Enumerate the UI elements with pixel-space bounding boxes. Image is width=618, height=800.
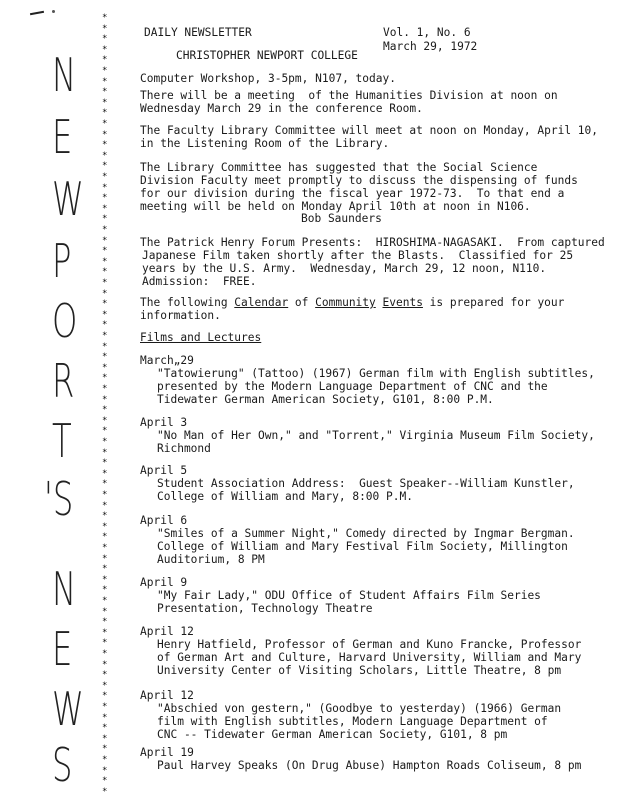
vertical-title-letter: W [52,682,84,736]
star-mark: * [102,723,108,734]
event-detail-line: "Abschied von gestern," (Goodbye to yesterday) (1966) German [157,702,562,715]
star-mark: * [102,362,108,373]
calendar-underlined-word: Events [382,296,423,309]
issue-date: March 29, 1972 [383,40,478,53]
event-date: April 6 [140,514,188,527]
star-mark: * [102,659,108,670]
vertical-title-letter: R [52,354,75,408]
announcement-line: The Faculty Library Committee will meet at noon on Monday, April 10, [140,124,599,137]
star-mark: * [102,352,108,363]
announcement-line: years by the U.S. Army. Wednesday, March 29, 12 noon, N110. [142,262,547,275]
star-mark: * [102,426,108,437]
star-mark: * [102,490,108,500]
star-mark: * [102,521,108,532]
announcement-line: There will be a meeting of the Humanities Division at noon on [140,89,558,102]
calendar-intro-text: The following [140,296,235,309]
star-mark: * [102,500,108,511]
star-mark: * [102,543,108,553]
star-mark: * [102,405,108,416]
star-mark: * [102,638,108,649]
star-mark: * [102,87,108,98]
vertical-title-letter: W [52,172,84,226]
announcement-line: meeting will be held on Monday April 10th at noon in N106. [140,200,531,213]
star-mark: * [102,394,108,405]
star-mark: * [102,309,108,320]
announcement-computer-workshop: Computer Workshop, 3-5pm, N107, today. [140,72,396,85]
star-mark: * [102,627,108,638]
star-mark: * [102,574,108,585]
event-date: April 12 [140,625,194,638]
star-mark: * [102,172,108,182]
event-detail-line: College of William and Mary, 8:00 P.M. [157,490,413,503]
event-detail-line: College of William and Mary Festival Film Society, Millington [157,540,568,553]
announcement-line: The Patrick Henry Forum Presents: HIROSHIMA-NAGASAKI. From captured [140,236,605,249]
announcement-line: for our division during the fiscal year 1972-73. To that end a [140,187,565,200]
stray-dot [52,10,55,13]
star-mark: * [102,150,108,161]
announcement-line: The Library Committee has suggested that the Social Science [140,161,538,174]
star-mark: * [102,320,108,331]
announcement-signature: Bob Saunders [301,212,382,225]
vertical-title-letter: T [52,414,72,468]
event-detail-line: presented by the Modern Language Department of CNC and the [157,380,548,393]
vertical-title-letter: E [52,622,73,676]
star-mark: * [102,468,108,479]
star-mark: * [102,278,108,288]
event-detail-line: of German Art and Culture, Harvard University, William and Mary [157,651,582,664]
event-detail-line: Paul Harvey Speaks (On Drug Abuse) Hampton Roads Coliseum, 8 pm [157,759,582,772]
star-mark: * [102,479,108,490]
star-mark: * [102,256,108,267]
event-detail-line: "Tatowierung" (Tattoo) (1967) German film with English subtitles, [157,367,595,380]
event-detail-line: Richmond [157,442,211,455]
newsletter-title: DAILY NEWSLETTER [144,26,252,39]
event-detail-line: Tidewater German American Society, G101, 8:00 P.M. [157,393,494,406]
calendar-underlined-word: Calendar [234,296,289,309]
event-detail-line: Student Association Address: Guest Speaker--William Kunstler, [157,477,575,490]
star-mark: * [102,225,108,235]
event-detail-line: Auditorium, 8 PM [157,553,265,566]
event-detail-line: "No Man of Her Own," and "Torrent," Virginia Museum Film Society, [157,429,595,442]
star-mark: * [102,585,108,596]
star-mark: * [102,596,108,606]
star-mark: * [102,119,108,129]
star-mark: * [102,712,108,723]
event-detail-line: "Smiles of a Summer Night," Comedy directed by Ingmar Bergman. [157,527,575,540]
event-detail-line: film with English subtitles, Modern Language Department of [157,715,548,728]
college-name: CHRISTOPHER NEWPORT COLLEGE [176,49,358,62]
star-mark: * [102,511,108,522]
star-mark: * [102,246,108,257]
star-mark: * [102,744,108,755]
star-mark: * [102,447,108,458]
star-mark: * [102,649,108,659]
calendar-underlined-word: Community [315,296,376,309]
star-mark: * [102,44,108,55]
star-mark: * [102,702,108,712]
star-mark: * [102,670,108,681]
star-mark: * [102,34,108,45]
star-mark: * [102,288,108,299]
event-detail-line: University Center of Visiting Scholars, Little Theatre, 8 pm [157,664,562,677]
star-mark: * [102,203,108,214]
star-mark: * [102,161,108,172]
calendar-intro-text: of [288,296,316,309]
star-mark: * [102,13,108,23]
vertical-title-letter: S [52,738,73,792]
star-mark: * [102,733,108,744]
event-date: April 19 [140,746,194,759]
calendar-intro [140,296,564,309]
announcement-line: Admission: FREE. [142,275,257,288]
star-mark: * [102,108,108,119]
event-detail-line: Henry Hatfield, Professor of German and Kuno Francke, Professor [157,638,582,651]
vertical-title-letter: E [52,110,73,164]
star-mark: * [102,564,108,575]
volume-number: Vol. 1, No. 6 [383,26,471,39]
star-mark: * [102,267,108,278]
star-mark: * [102,182,108,193]
vertical-title-letter: O [52,294,78,348]
star-mark: * [102,617,108,628]
calendar-intro-text: is prepared for your [422,296,565,309]
star-mark: * [102,331,108,341]
star-mark: * [102,235,108,246]
star-mark: * [102,97,108,108]
star-mark: * [102,680,108,691]
star-mark: * [102,76,108,87]
event-detail-line: "My Fair Lady," ODU Office of Student Affairs Film Series [157,589,541,602]
star-mark: * [102,140,108,151]
star-mark: * [102,437,108,447]
star-mark: * [102,384,108,394]
event-detail-line: Presentation, Technology Theatre [157,602,373,615]
star-mark: * [102,755,108,765]
vertical-title-letter: N [52,562,77,616]
star-mark: * [102,458,108,469]
calendar-intro-text [376,296,383,309]
event-detail-line: CNC -- Tidewater German American Society, G101, 8 pm [157,728,508,741]
event-date: March„29 [140,354,194,367]
announcement-line: Division Faculty meet promptly to discuss the dispensing of funds [140,174,578,187]
event-date: April 12 [140,689,194,702]
star-mark: * [102,299,108,310]
star-mark: * [102,415,108,426]
announcement-line: in the Listening Room of the Library. [140,137,390,150]
star-mark: * [102,373,108,384]
star-mark: * [102,691,108,702]
star-mark: * [102,66,108,76]
star-mark: * [102,532,108,543]
star-mark: * [102,341,108,352]
star-mark: * [102,606,108,617]
star-mark: * [102,214,108,225]
vertical-title-letter: 'S [44,472,74,526]
star-mark: * [102,55,108,66]
star-mark: * [102,553,108,564]
event-date: April 3 [140,416,188,429]
event-date: April 5 [140,464,188,477]
star-mark: * [102,776,108,787]
stray-pen-mark [30,11,44,15]
announcement-line: Japanese Film taken shortly after the Blasts. Classified for 25 [142,249,574,262]
event-date: April 9 [140,576,188,589]
star-mark: * [102,765,108,776]
calendar-intro-line2: information. [140,309,221,322]
star-mark: * [102,23,108,34]
section-title-films-lectures: Films and Lectures [140,331,262,344]
vertical-title-letter: P [52,234,72,288]
vertical-title-letter: N [52,48,77,102]
star-mark: * [102,129,108,140]
announcement-line: Wednesday March 29 in the conference Room. [140,102,423,115]
star-mark: * [102,193,108,204]
star-mark: * [102,786,108,797]
